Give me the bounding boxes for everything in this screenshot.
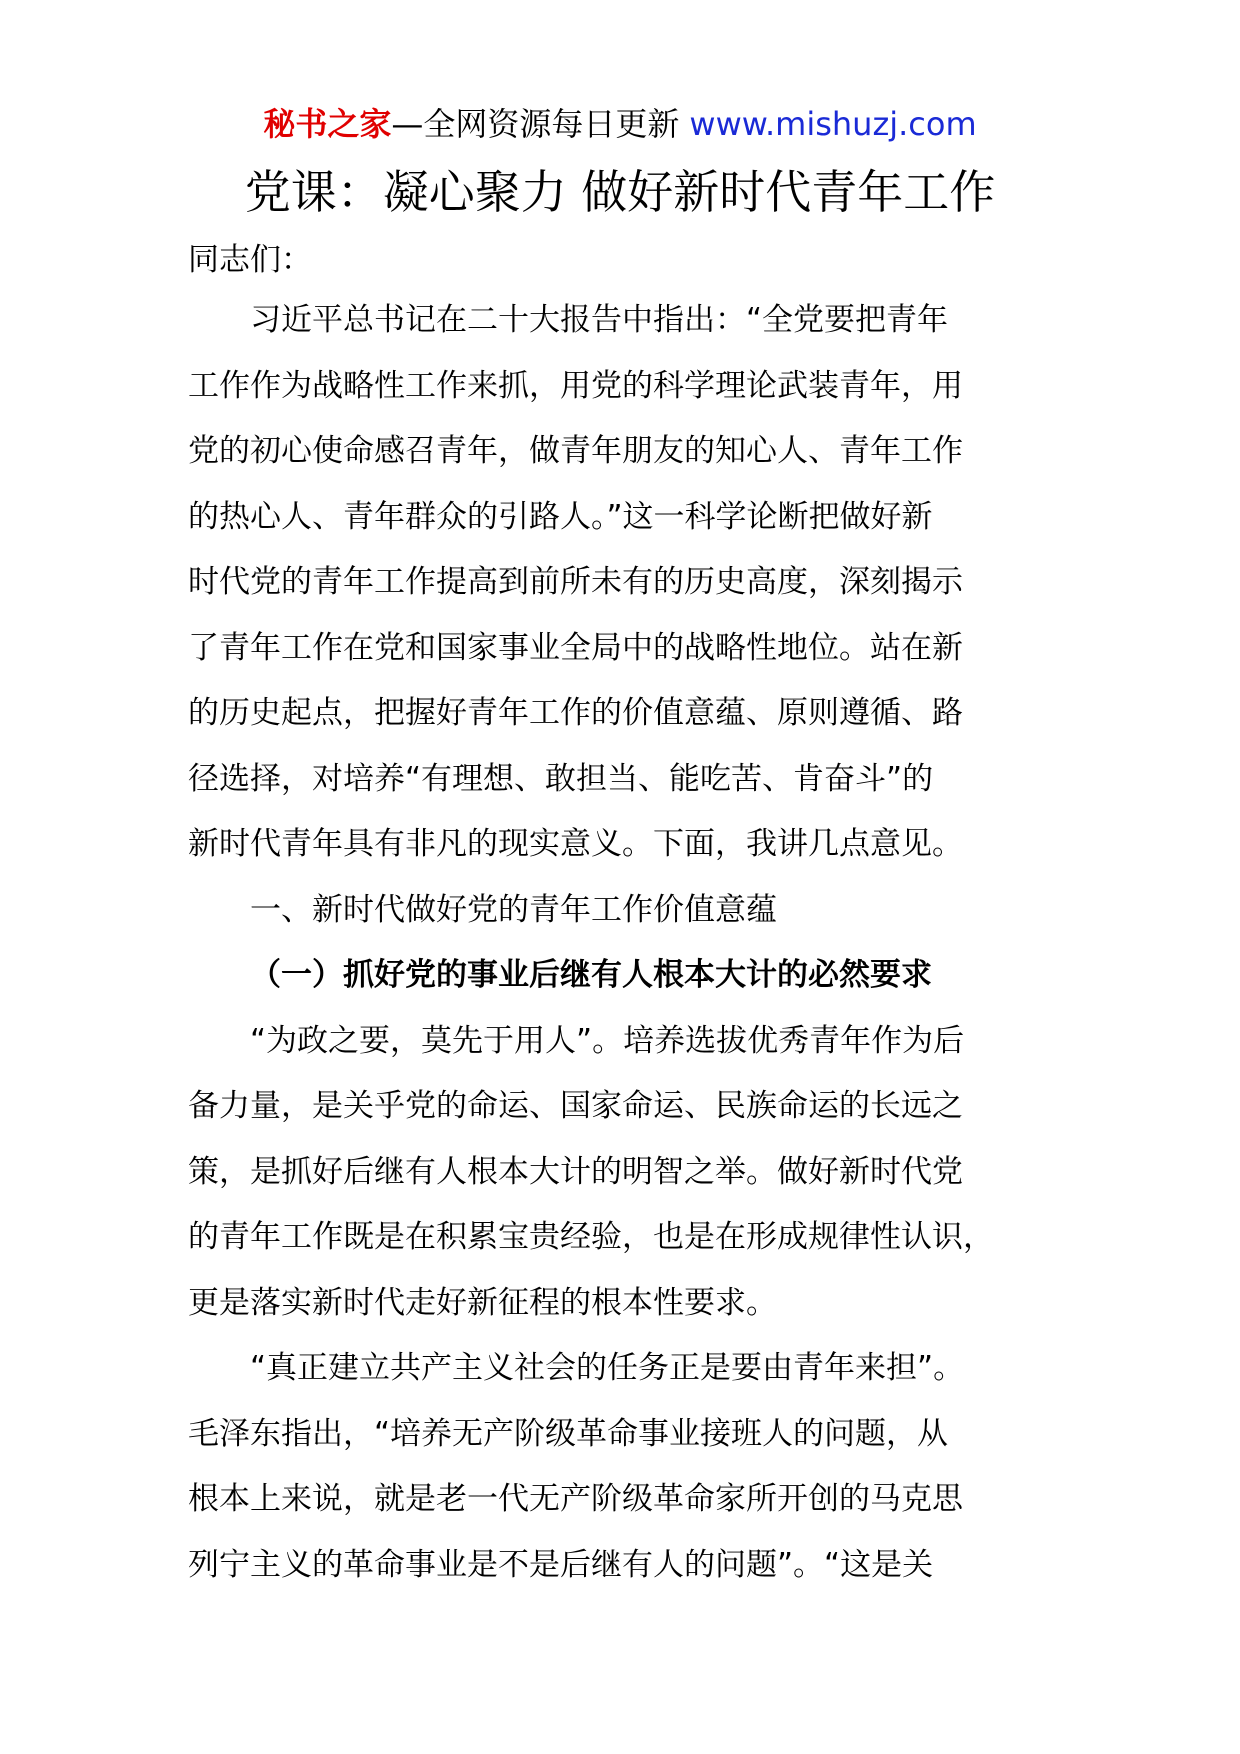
paragraph-line: 习近平总书记在二十大报告中指出：“全党要把青年 (250, 302, 949, 338)
paragraph-line: 备力量，是关乎党的命运、国家命运、民族命运的长远之 (188, 1088, 963, 1124)
paragraph-line: 根本上来说，就是老一代无产阶级革命家所开创的马克思 (188, 1481, 963, 1517)
paragraph-line: 的历史起点，把握好青年工作的价值意蕴、原则遵循、路 (188, 695, 963, 731)
salutation: 同志们： (188, 242, 312, 278)
paragraph-line: 的青年工作既是在积累宝贵经验，也是在形成规律性认识， (188, 1219, 994, 1255)
paragraph-line: 工作作为战略性工作来抓，用党的科学理论武装青年，用 (188, 367, 963, 404)
paragraph-intro (188, 288, 1068, 878)
site-header (0, 100, 1240, 148)
section-heading-1: 一、新时代做好党的青年工作价值意蕴 (250, 891, 777, 928)
paragraph-talent (188, 1009, 1068, 1337)
paragraph-line: 策，是抓好后继有人根本大计的明智之举。做好新时代党 (188, 1153, 963, 1190)
brand-name: 秘书之家 (263, 105, 392, 143)
subsection-heading-1: （一）抓好党的事业后继有人根本大计的必然要求 (250, 957, 932, 993)
document-title: 党课：凝心聚力 做好新时代青年工作 (244, 165, 996, 219)
paragraph-line: “为政之要，莫先于用人”。培养选拔优秀青年作为后 (250, 1022, 965, 1059)
paragraph-line: 毛泽东指出，“培养无产阶级革命事业接班人的问题，从 (188, 1415, 949, 1452)
paragraph-line: 新时代青年具有非凡的现实意义。下面，我讲几点意见。 (188, 826, 963, 862)
document-body (188, 232, 1068, 1598)
paragraph-line: 党的初心使命感召青年，做青年朋友的知心人、青年工作 (188, 433, 963, 469)
paragraph-line: 时代党的青年工作提高到前所未有的历史高度，深刻揭示 (188, 564, 963, 600)
paragraph-successor (188, 1336, 1068, 1598)
paragraph-line: 径选择，对培养“有理想、敢担当、能吃苦、肯奋斗”的 (188, 760, 934, 797)
header-slogan: —全网资源每日更新 (391, 105, 680, 143)
paragraph-line: “真正建立共产主义社会的任务正是要由青年来担”。 (250, 1350, 965, 1386)
site-url-link[interactable]: www.mishuzj.com (689, 105, 977, 143)
paragraph-line: 的热心人、青年群众的引路人。”这一科学论断把做好新 (188, 498, 933, 535)
paragraph-line: 更是落实新时代走好新征程的根本性要求。 (188, 1284, 777, 1321)
paragraph-line: 列宁主义的革命事业是不是后继有人的问题”。“这是关 (188, 1546, 934, 1583)
paragraph-line: 了青年工作在党和国家事业全局中的战略性地位。站在新 (188, 629, 963, 666)
